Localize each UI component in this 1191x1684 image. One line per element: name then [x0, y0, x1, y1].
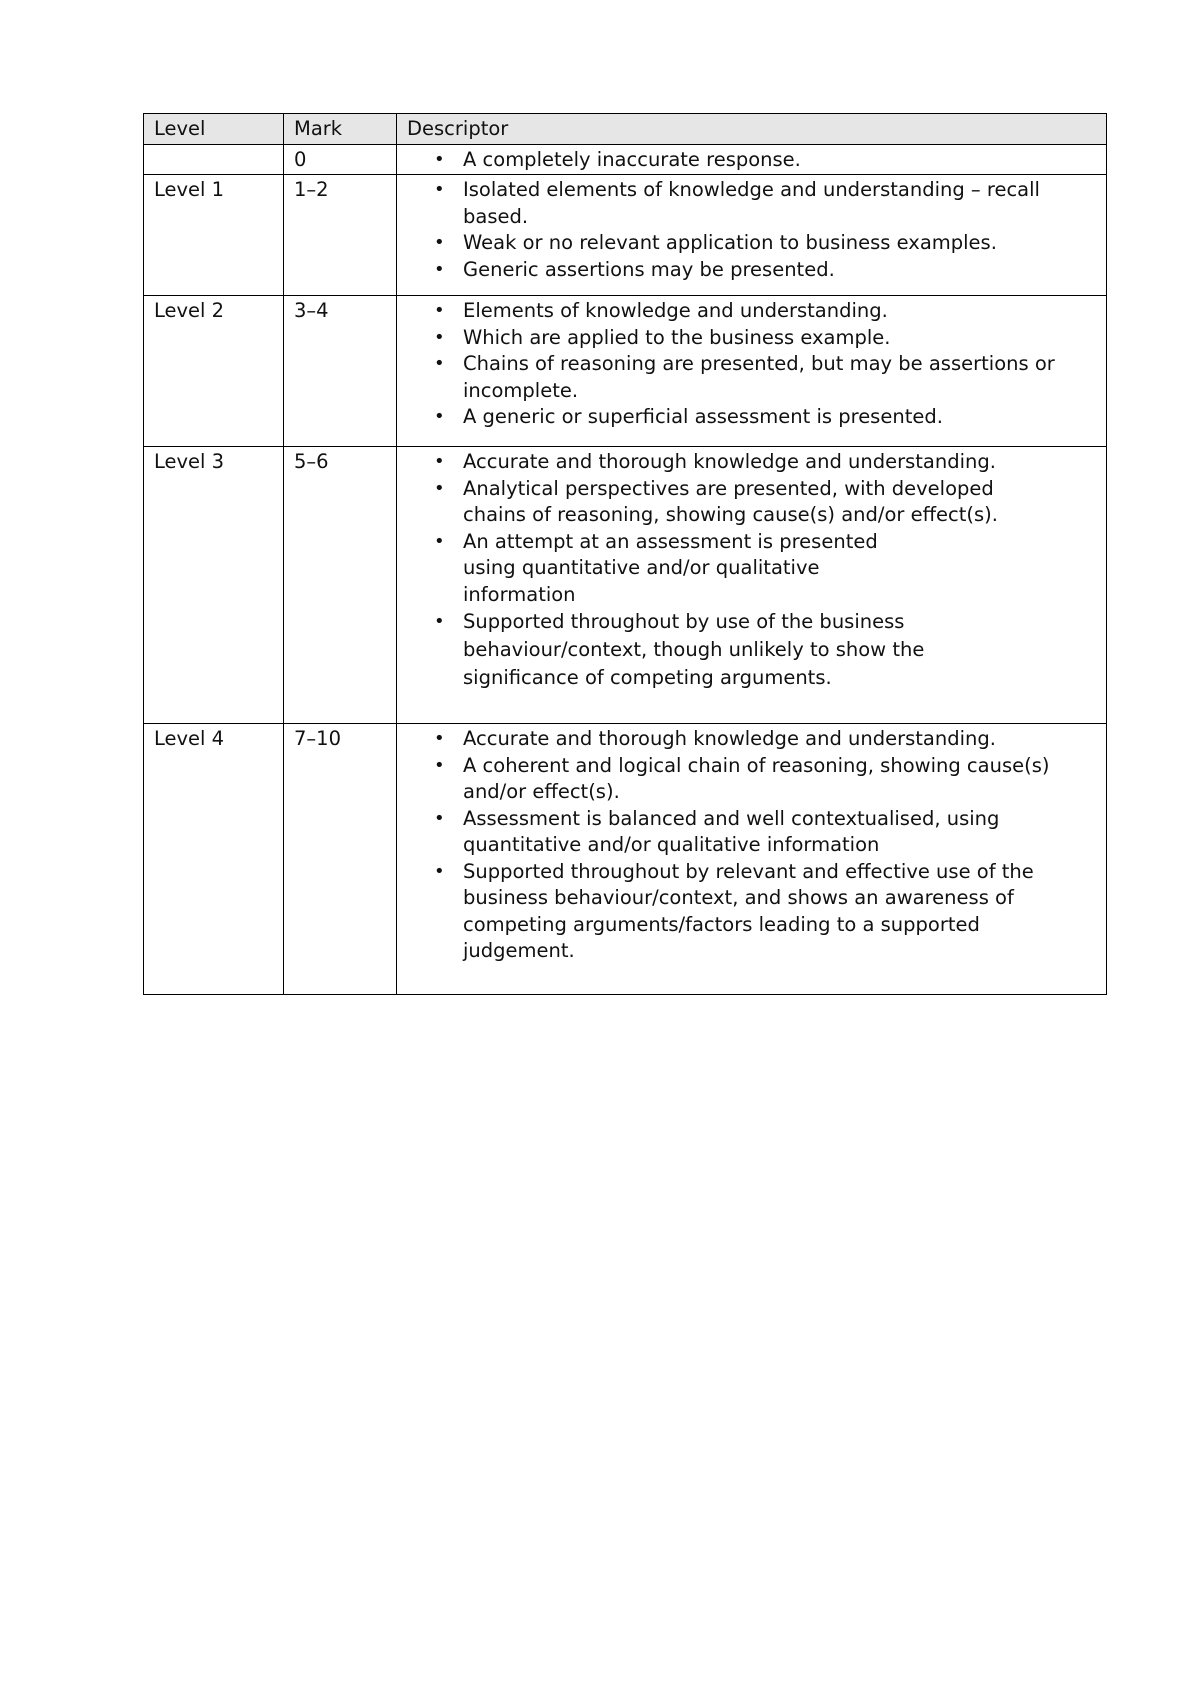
level-cell: Level 2: [144, 296, 284, 447]
table-header-row: [144, 114, 1107, 145]
mark-cell: 1–2: [284, 175, 397, 296]
descriptor-item: • Elements of knowledge and understanding.: [407, 298, 1096, 325]
descriptor-list: [407, 177, 1096, 283]
level-cell: Level 1: [144, 175, 284, 296]
descriptor-list: [407, 449, 1096, 692]
descriptor-cell: [397, 175, 1107, 296]
descriptor-cell: [397, 724, 1107, 995]
descriptor-item: • Isolated elements of knowledge and understanding – recall based.: [407, 177, 1096, 230]
levels-mark-scheme-table: [143, 113, 1107, 995]
level-cell: [144, 145, 284, 175]
mark-cell: 5–6: [284, 447, 397, 724]
descriptor-list: [407, 298, 1096, 431]
table-row: [144, 296, 1107, 447]
header-level: Level: [144, 114, 284, 145]
descriptor-item: • A completely inaccurate response.: [407, 147, 1096, 174]
table-row: [144, 145, 1107, 175]
descriptor-item: • Supported throughout by use of the business behaviour/context, though unlikely to show the significance of competing arguments.: [407, 608, 1096, 692]
descriptor-item: • Chains of reasoning are presented, but may be assertions or incomplete.: [407, 351, 1096, 404]
mark-cell: 7–10: [284, 724, 397, 995]
descriptor-item: • Supported throughout by relevant and effective use of the business behaviour/context, and shows an awareness of competing arguments/factors leading to a supported judgement.: [407, 859, 1096, 965]
level-cell: Level 3: [144, 447, 284, 724]
header-mark: Mark: [284, 114, 397, 145]
level-cell: Level 4: [144, 724, 284, 995]
descriptor-cell: [397, 145, 1107, 175]
descriptor-item: • A coherent and logical chain of reasoning, showing cause(s) and/or effect(s).: [407, 753, 1096, 806]
mark-cell: 0: [284, 145, 397, 175]
descriptor-item: • Assessment is balanced and well contextualised, using quantitative and/or qualitative information: [407, 806, 1096, 859]
table-row: [144, 724, 1107, 995]
table-row: [144, 175, 1107, 296]
table-row: [144, 447, 1107, 724]
descriptor-item: • Which are applied to the business example.: [407, 325, 1096, 352]
header-descriptor: Descriptor: [397, 114, 1107, 145]
descriptor-cell: [397, 296, 1107, 447]
descriptor-item: • Weak or no relevant application to business examples.: [407, 230, 1096, 257]
descriptor-item: • A generic or superficial assessment is presented.: [407, 404, 1096, 431]
descriptor-list: [407, 147, 1096, 174]
descriptor-list: [407, 726, 1096, 965]
descriptor-cell: [397, 447, 1107, 724]
descriptor-item: • An attempt at an assessment is presented using quantitative and/or qualitative information: [407, 529, 1096, 609]
descriptor-item: • Accurate and thorough knowledge and understanding.: [407, 449, 1096, 476]
descriptor-item: • Generic assertions may be presented.: [407, 257, 1096, 284]
mark-cell: 3–4: [284, 296, 397, 447]
descriptor-item: • Analytical perspectives are presented, with developed chains of reasoning, showing cause(s) and/or effect(s).: [407, 476, 1096, 529]
descriptor-item: • Accurate and thorough knowledge and understanding.: [407, 726, 1096, 753]
